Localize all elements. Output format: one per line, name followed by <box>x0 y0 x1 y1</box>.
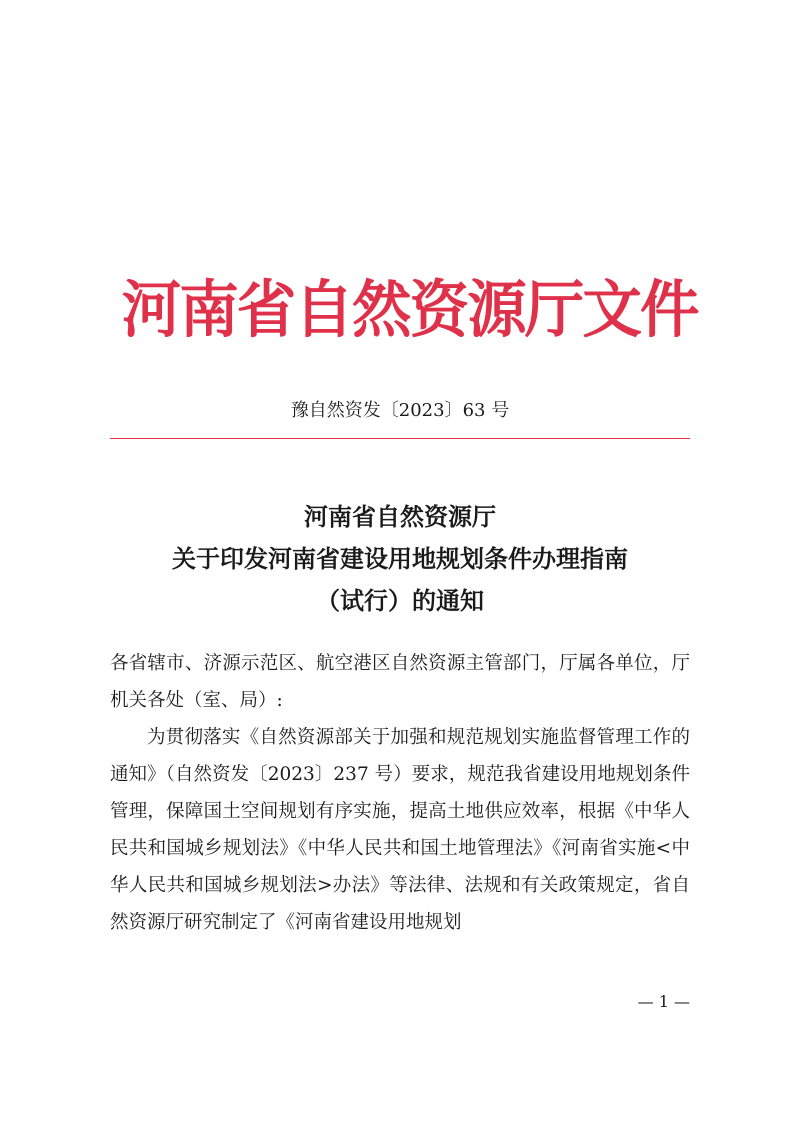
body-paragraph-1: 为贯彻落实《自然资源部关于加强和规范规划实施监督管理工作的通知》（自然资发〔2023〕237 号）要求，规范我省建设用地规划条件管理，保障国土空间规划有序实施，提高土地供应效率，根据《中华人民共和国城乡规划法》《中华人民共和国土地管理法》《河南省实施<中华人民共和国城乡规划法>办法》等法律、法规和有关政策规定，省自然资源厅研究制定了《河南省建设用地规划 <box>110 727 690 933</box>
issuer-header-title: 河南省自然资源厅文件 <box>121 273 698 346</box>
notice-title <box>110 496 690 622</box>
notice-title-line-2: 关于印发河南省建设用地规划条件办理指南 <box>172 544 628 573</box>
page-number: — 1 — <box>637 992 690 1011</box>
notice-title-line-3: （试行）的通知 <box>316 586 484 615</box>
addressee-paragraph: 各省辖市、济源示范区、航空港区自然资源主管部门，厅属各单位，厅机关各处（室、局）: <box>110 653 690 711</box>
notice-body <box>110 645 690 941</box>
document-number: 豫自然资发〔2023〕63 号 <box>290 400 510 421</box>
red-divider-line <box>110 438 690 439</box>
notice-title-line-1: 河南省自然资源厅 <box>304 502 496 531</box>
